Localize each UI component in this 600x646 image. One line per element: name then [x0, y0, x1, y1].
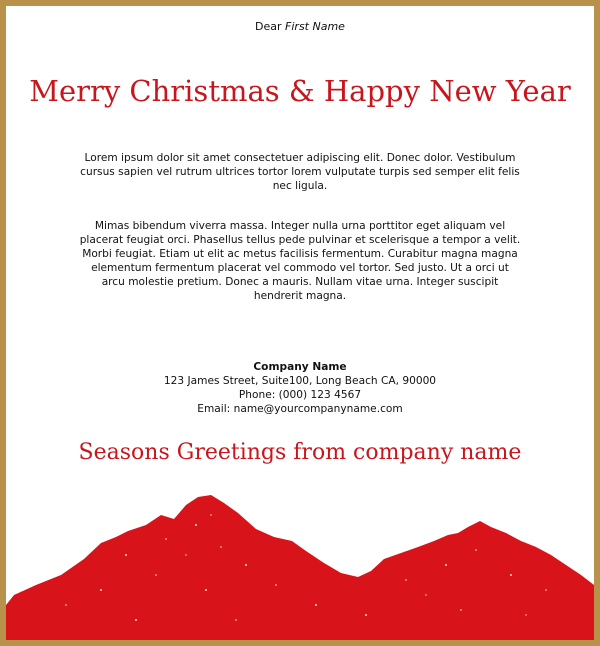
- company-phone: Phone: (000) 123 4567: [238, 389, 362, 401]
- company-block: [6, 360, 594, 416]
- salutation-name: First Name: [285, 20, 345, 33]
- headline: Merry Christmas & Happy New Year: [29, 74, 571, 108]
- salutation: [6, 20, 594, 33]
- salutation-prefix: Dear: [255, 20, 282, 33]
- company-name: Company Name: [253, 361, 347, 373]
- company-address: 123 James Street, Suite100, Long Beach CA, 90000: [163, 375, 437, 387]
- mountain-silhouette: [6, 495, 594, 640]
- email-body: [6, 6, 594, 640]
- seasons-greeting: Seasons Greetings from company name: [78, 440, 522, 465]
- body-paragraph-1: Lorem ipsum dolor sit amet consectetuer adipiscing elit. Donec dolor. Vestibulum cursus sapien vel rutrum ultrices tortor lorem vulputate turpis sed semper elit felis nec ligula.: [80, 152, 520, 192]
- body-paragraph-2: Mimas bibendum viverra massa. Integer nulla urna porttitor eget aliquam vel placerat feugiat orci. Phasellus tellus pede pulvinar et scelerisque a tempor a velit. Morbi feugiat. Etiam ut elit ac metus facilisis fermentum. Curabitur magna magna elementum fermentum placerat vel commodo vel tortor. Sed justo. Ut a orci ut arcu molestie pretium. Donec a mauris. Nullam vitae urna. Integer suscipit hendrerit magna.: [79, 220, 521, 302]
- red-mountains-illustration: [6, 495, 594, 640]
- company-email: Email: name@yourcompanyname.com: [197, 403, 403, 415]
